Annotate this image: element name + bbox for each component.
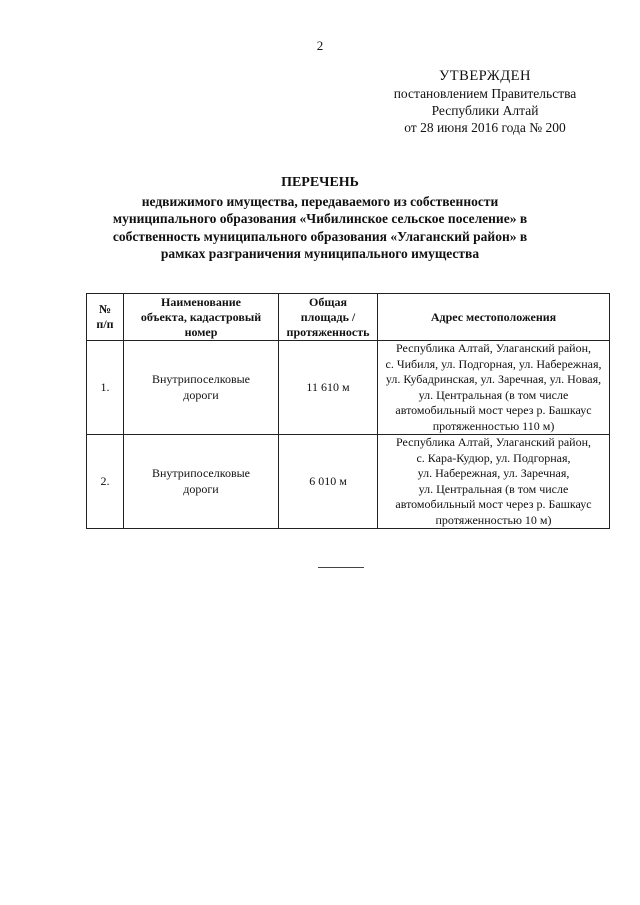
title-main: ПЕРЕЧЕНЬ — [281, 175, 359, 190]
cell-name — [124, 341, 279, 435]
header-text: объекта, кадастровый — [140, 309, 262, 324]
cell-text: Внутрипоселковые — [151, 372, 251, 386]
cell-num: 1. — [87, 341, 124, 435]
approval-line: от 28 июня 2016 года № 200 — [404, 120, 566, 135]
table-row — [87, 435, 610, 529]
address-line: ул. Набережная, ул. Заречная, — [417, 466, 570, 480]
address-line: ул. Центральная (в том числе — [418, 481, 569, 496]
address-line: ул. Центральная (в том числе — [418, 387, 569, 402]
cell-text: Внутрипоселковые — [151, 466, 251, 480]
cell-area: 6 010 м — [279, 435, 378, 529]
address-line: Республика Алтай, Улаганский район, — [395, 435, 591, 449]
cell-name — [124, 435, 279, 529]
document-title — [60, 174, 580, 263]
title-line: муниципального образования «Чибилинское сельское поселение» в — [112, 211, 528, 226]
end-divider — [318, 567, 364, 568]
approval-heading: УТВЕРЖДЕН — [439, 68, 531, 84]
approval-line: постановлением Правительства — [393, 86, 577, 101]
cell-address — [378, 435, 610, 529]
approval-stamp — [360, 68, 610, 136]
address-line: автомобильный мост через р. Башкаус — [395, 403, 592, 417]
cell-num: 2. — [87, 435, 124, 529]
address-line: Республика Алтай, Улаганский район, — [395, 341, 591, 355]
header-text: № — [98, 302, 112, 316]
address-line: ул. Кубадринская, ул. Заречная, ул. Новая, — [385, 372, 602, 386]
header-text: Общая — [309, 294, 347, 309]
header-name — [124, 294, 279, 341]
header-text: площадь / — [300, 309, 356, 324]
cell-text: дороги — [183, 481, 219, 496]
header-address: Адрес местоположения — [378, 294, 610, 341]
table-header-row — [87, 294, 610, 341]
address-line: протяженностью 10 м) — [435, 512, 552, 527]
property-table — [86, 293, 610, 529]
header-text: протяженность — [286, 324, 370, 339]
address-line: автомобильный мост через р. Башкаус — [395, 497, 592, 511]
title-line: собственность муниципального образования «Улаганский район» в — [112, 228, 528, 244]
header-num — [87, 294, 124, 341]
address-line: протяженностью 110 м) — [432, 418, 555, 433]
cell-address — [378, 341, 610, 435]
address-line: с. Кара-Кудюр, ул. Подгорная, — [416, 450, 571, 465]
page-number: 2 — [316, 38, 324, 53]
header-text: номер — [184, 324, 218, 339]
title-line: недвижимого имущества, передаваемого из собственности — [141, 193, 499, 209]
title-line: рамках разграничения муниципального имущества — [160, 246, 480, 261]
cell-area: 11 610 м — [279, 341, 378, 435]
header-area — [279, 294, 378, 341]
table-row — [87, 341, 610, 435]
header-text: п/п — [96, 317, 114, 331]
cell-text: дороги — [183, 387, 219, 402]
address-line: с. Чибиля, ул. Подгорная, ул. Набережная, — [385, 356, 602, 371]
approval-line: Республики Алтай — [431, 103, 539, 118]
header-text: Наименование — [161, 294, 241, 309]
